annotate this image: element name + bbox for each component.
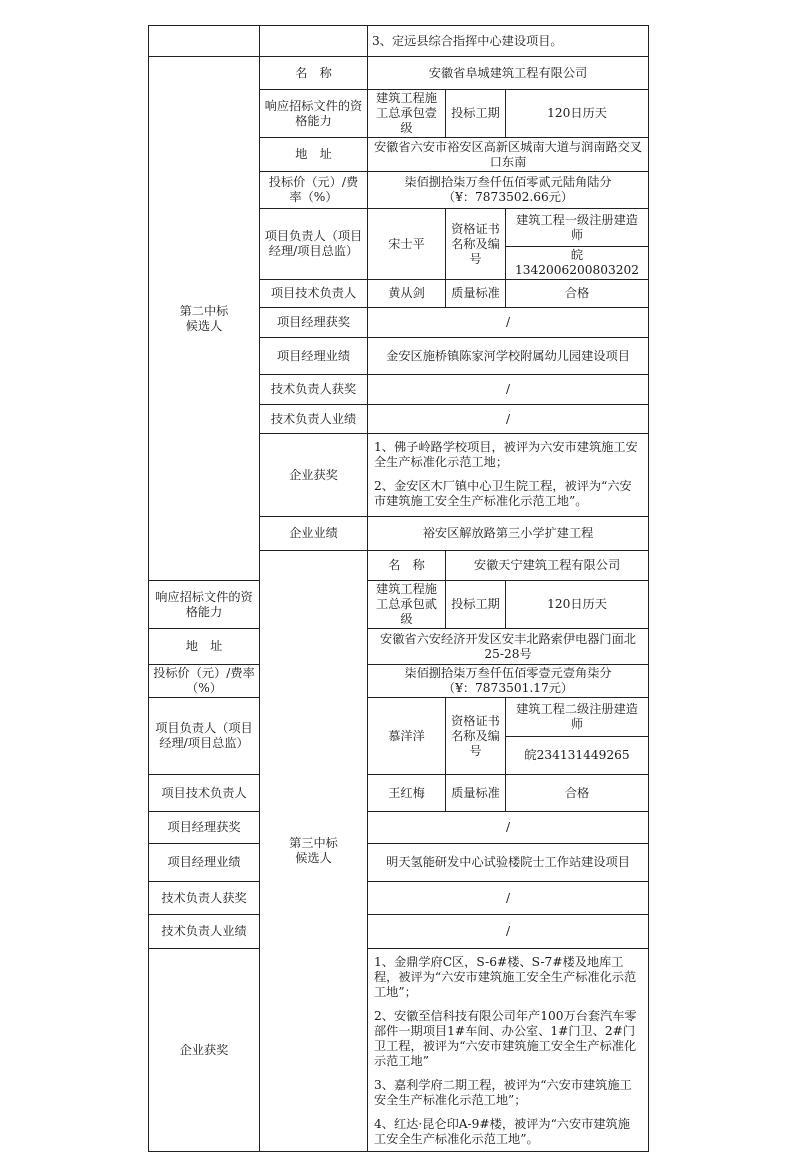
- c3-period-label: 投标工期: [446, 581, 506, 629]
- c2-name-row: [149, 57, 649, 90]
- c3-pm-perf-value: 明天氢能研发中心试验楼院士工作站建设项目: [368, 844, 649, 882]
- c3-tech-award-label: 技术负责人获奖: [149, 882, 260, 915]
- c3-ent-award-item: 2、安徽至信科技有限公司年产100万台套汽车零部件一期项目1#车间、办公室、1#门卫、2#门卫工程，被评为“六安市建筑施工安全生产标准化示范工地”: [374, 1009, 637, 1068]
- c3-pm-award-label: 项目经理获奖: [149, 812, 260, 844]
- c3-pm-award-row: [149, 812, 649, 844]
- c2-tech-perf-label: 技术负责人业绩: [260, 405, 368, 434]
- c2-pm-perf-label: 项目经理业绩: [260, 338, 368, 375]
- c2-tech-value: 黄从剑: [368, 280, 446, 308]
- c3-ent-award-label: 企业获奖: [149, 949, 260, 1152]
- c3-pm-perf-label: 项目经理业绩: [149, 844, 260, 882]
- c3-cert-no: 皖234131449265: [506, 737, 649, 775]
- c3-qual-value: 建筑工程施工总承包贰级: [368, 581, 446, 629]
- c3-ent-award-row: [149, 949, 649, 1152]
- carryover-group-cell: [149, 26, 260, 57]
- c3-tech-award-row: [149, 882, 649, 915]
- c2-ent-award-item: 2、金安区木厂镇中心卫生院工程，被评为“六安市建筑施工安全生产标准化示范工地”。: [374, 479, 632, 508]
- c3-price-cell: [368, 665, 649, 698]
- c2-tech-award-label: 技术负责人获奖: [260, 375, 368, 405]
- c3-tech-perf-label: 技术负责人业绩: [149, 915, 260, 949]
- c3-addr-row: [149, 629, 649, 665]
- c3-group-label: 第三中标候选人: [260, 551, 368, 1152]
- c3-cert-name: 建筑工程二级注册建造师: [506, 698, 649, 737]
- c2-ent-perf-value: 裕安区解放路第三小学扩建工程: [368, 517, 649, 551]
- c3-period-value: 120日历天: [506, 581, 649, 629]
- c2-cert-name: 建筑工程一级注册建造师: [506, 209, 649, 247]
- c2-pm-perf-value: 金安区施桥镇陈家河学校附属幼儿园建设项目: [368, 338, 649, 375]
- c3-pm-perf-row: [149, 844, 649, 882]
- c2-period-value: 120日历天: [506, 90, 649, 138]
- c3-price-words: 柒佰捌拾柒万叁仟伍佰零壹元壹角柒分: [404, 666, 612, 680]
- c2-ent-award-item: 1、佛子岭路学校项目，被评为六安市建筑施工安全生产标准化示范工地；: [374, 440, 638, 469]
- carryover-item: 3、定远县综合指挥中心建设项目。: [368, 26, 649, 57]
- c2-pm-label: 项目负责人（项目经理/项目总监）: [260, 209, 368, 280]
- c3-cert-label: 资格证书名称及编号: [446, 698, 506, 775]
- c2-ent-award-list: [368, 434, 649, 517]
- c2-qual-value: 建筑工程施工总承包壹级: [368, 90, 446, 138]
- c2-price-label: 投标价（元）/费率（%）: [260, 172, 368, 209]
- c3-addr-value: 安徽省六安经济开发区安丰北路索伊电器门面北25-28号: [368, 629, 649, 665]
- carryover-label-cell: [260, 26, 368, 57]
- c3-tech-label: 项目技术负责人: [149, 775, 260, 812]
- c2-period-label: 投标工期: [446, 90, 506, 138]
- c3-tech-value: 王红梅: [368, 775, 446, 812]
- c2-name-value: 安徽省阜城建筑工程有限公司: [368, 57, 649, 90]
- c3-quality-label: 质量标准: [446, 775, 506, 812]
- c3-tech-row: [149, 775, 649, 812]
- c3-pm-label: 项目负责人（项目经理/项目总监）: [149, 698, 260, 775]
- c2-qual-label: 响应招标文件的资格能力: [260, 90, 368, 138]
- c2-addr-value: 安徽省六安市裕安区高新区城南大道与润南路交叉口东南: [368, 138, 649, 172]
- c2-addr-label: 地 址: [260, 138, 368, 172]
- candidate-table: [148, 25, 649, 1152]
- c2-quality-label: 质量标准: [446, 280, 506, 308]
- c2-price-words: 柒佰捌拾柒万叁仟伍佰零贰元陆角陆分: [404, 175, 612, 189]
- c3-price-label: 投标价（元）/费率（%）: [149, 665, 260, 698]
- c3-qual-label: 响应招标文件的资格能力: [149, 581, 260, 629]
- c3-quality-value: 合格: [506, 775, 649, 812]
- c3-pm-award-value: /: [368, 812, 649, 844]
- c2-price-cell: [368, 172, 649, 209]
- c3-addr-label: 地 址: [149, 629, 260, 665]
- c2-tech-award-value: /: [368, 375, 649, 405]
- c3-name-label: 名 称: [368, 551, 446, 581]
- c2-quality-value: 合格: [506, 280, 649, 308]
- c2-ent-award-label: 企业获奖: [260, 434, 368, 517]
- c2-pm-award-label: 项目经理获奖: [260, 308, 368, 338]
- c3-tech-perf-row: [149, 915, 649, 949]
- c3-pm-row: [149, 698, 649, 737]
- c3-ent-award-item: 3、嘉利学府二期工程，被评为“六安市建筑施工安全生产标准化示范工地”；: [374, 1078, 632, 1107]
- c3-tech-award-value: /: [368, 882, 649, 915]
- c3-ent-award-item: 4、红达·昆仑印A-9#楼，被评为“六安市建筑施工安全生产标准化示范工地”。: [374, 1117, 630, 1146]
- c2-tech-label: 项目技术负责人: [260, 280, 368, 308]
- c3-price-row: [149, 665, 649, 698]
- c3-pm-value: 慕洋洋: [368, 698, 446, 775]
- c2-cert-label: 资格证书名称及编号: [446, 209, 506, 280]
- c2-price-number: （¥：7873502.66元）: [442, 190, 574, 204]
- carryover-row: [149, 26, 649, 57]
- c3-ent-award-list: [368, 949, 649, 1152]
- c2-tech-perf-value: /: [368, 405, 649, 434]
- c3-qual-row: [149, 581, 649, 629]
- c2-pm-award-value: /: [368, 308, 649, 338]
- c2-group-label: 第二中标候选人: [149, 57, 260, 581]
- c3-name-value: 安徽天宁建筑工程有限公司: [446, 551, 649, 581]
- c2-name-label: 名 称: [260, 57, 368, 90]
- c2-pm-value: 宋士平: [368, 209, 446, 280]
- c2-ent-perf-label: 企业业绩: [260, 517, 368, 551]
- c3-ent-award-item: 1、金鼎学府C区，S-6#楼、S-7#楼及地库工程，被评为“六安市建筑施工安全生产标准化示范工地”；: [374, 955, 637, 999]
- c3-tech-perf-value: /: [368, 915, 649, 949]
- c3-price-number: （¥：7873501.17元）: [442, 681, 574, 695]
- c2-cert-no: 皖1342006200803202: [506, 247, 649, 280]
